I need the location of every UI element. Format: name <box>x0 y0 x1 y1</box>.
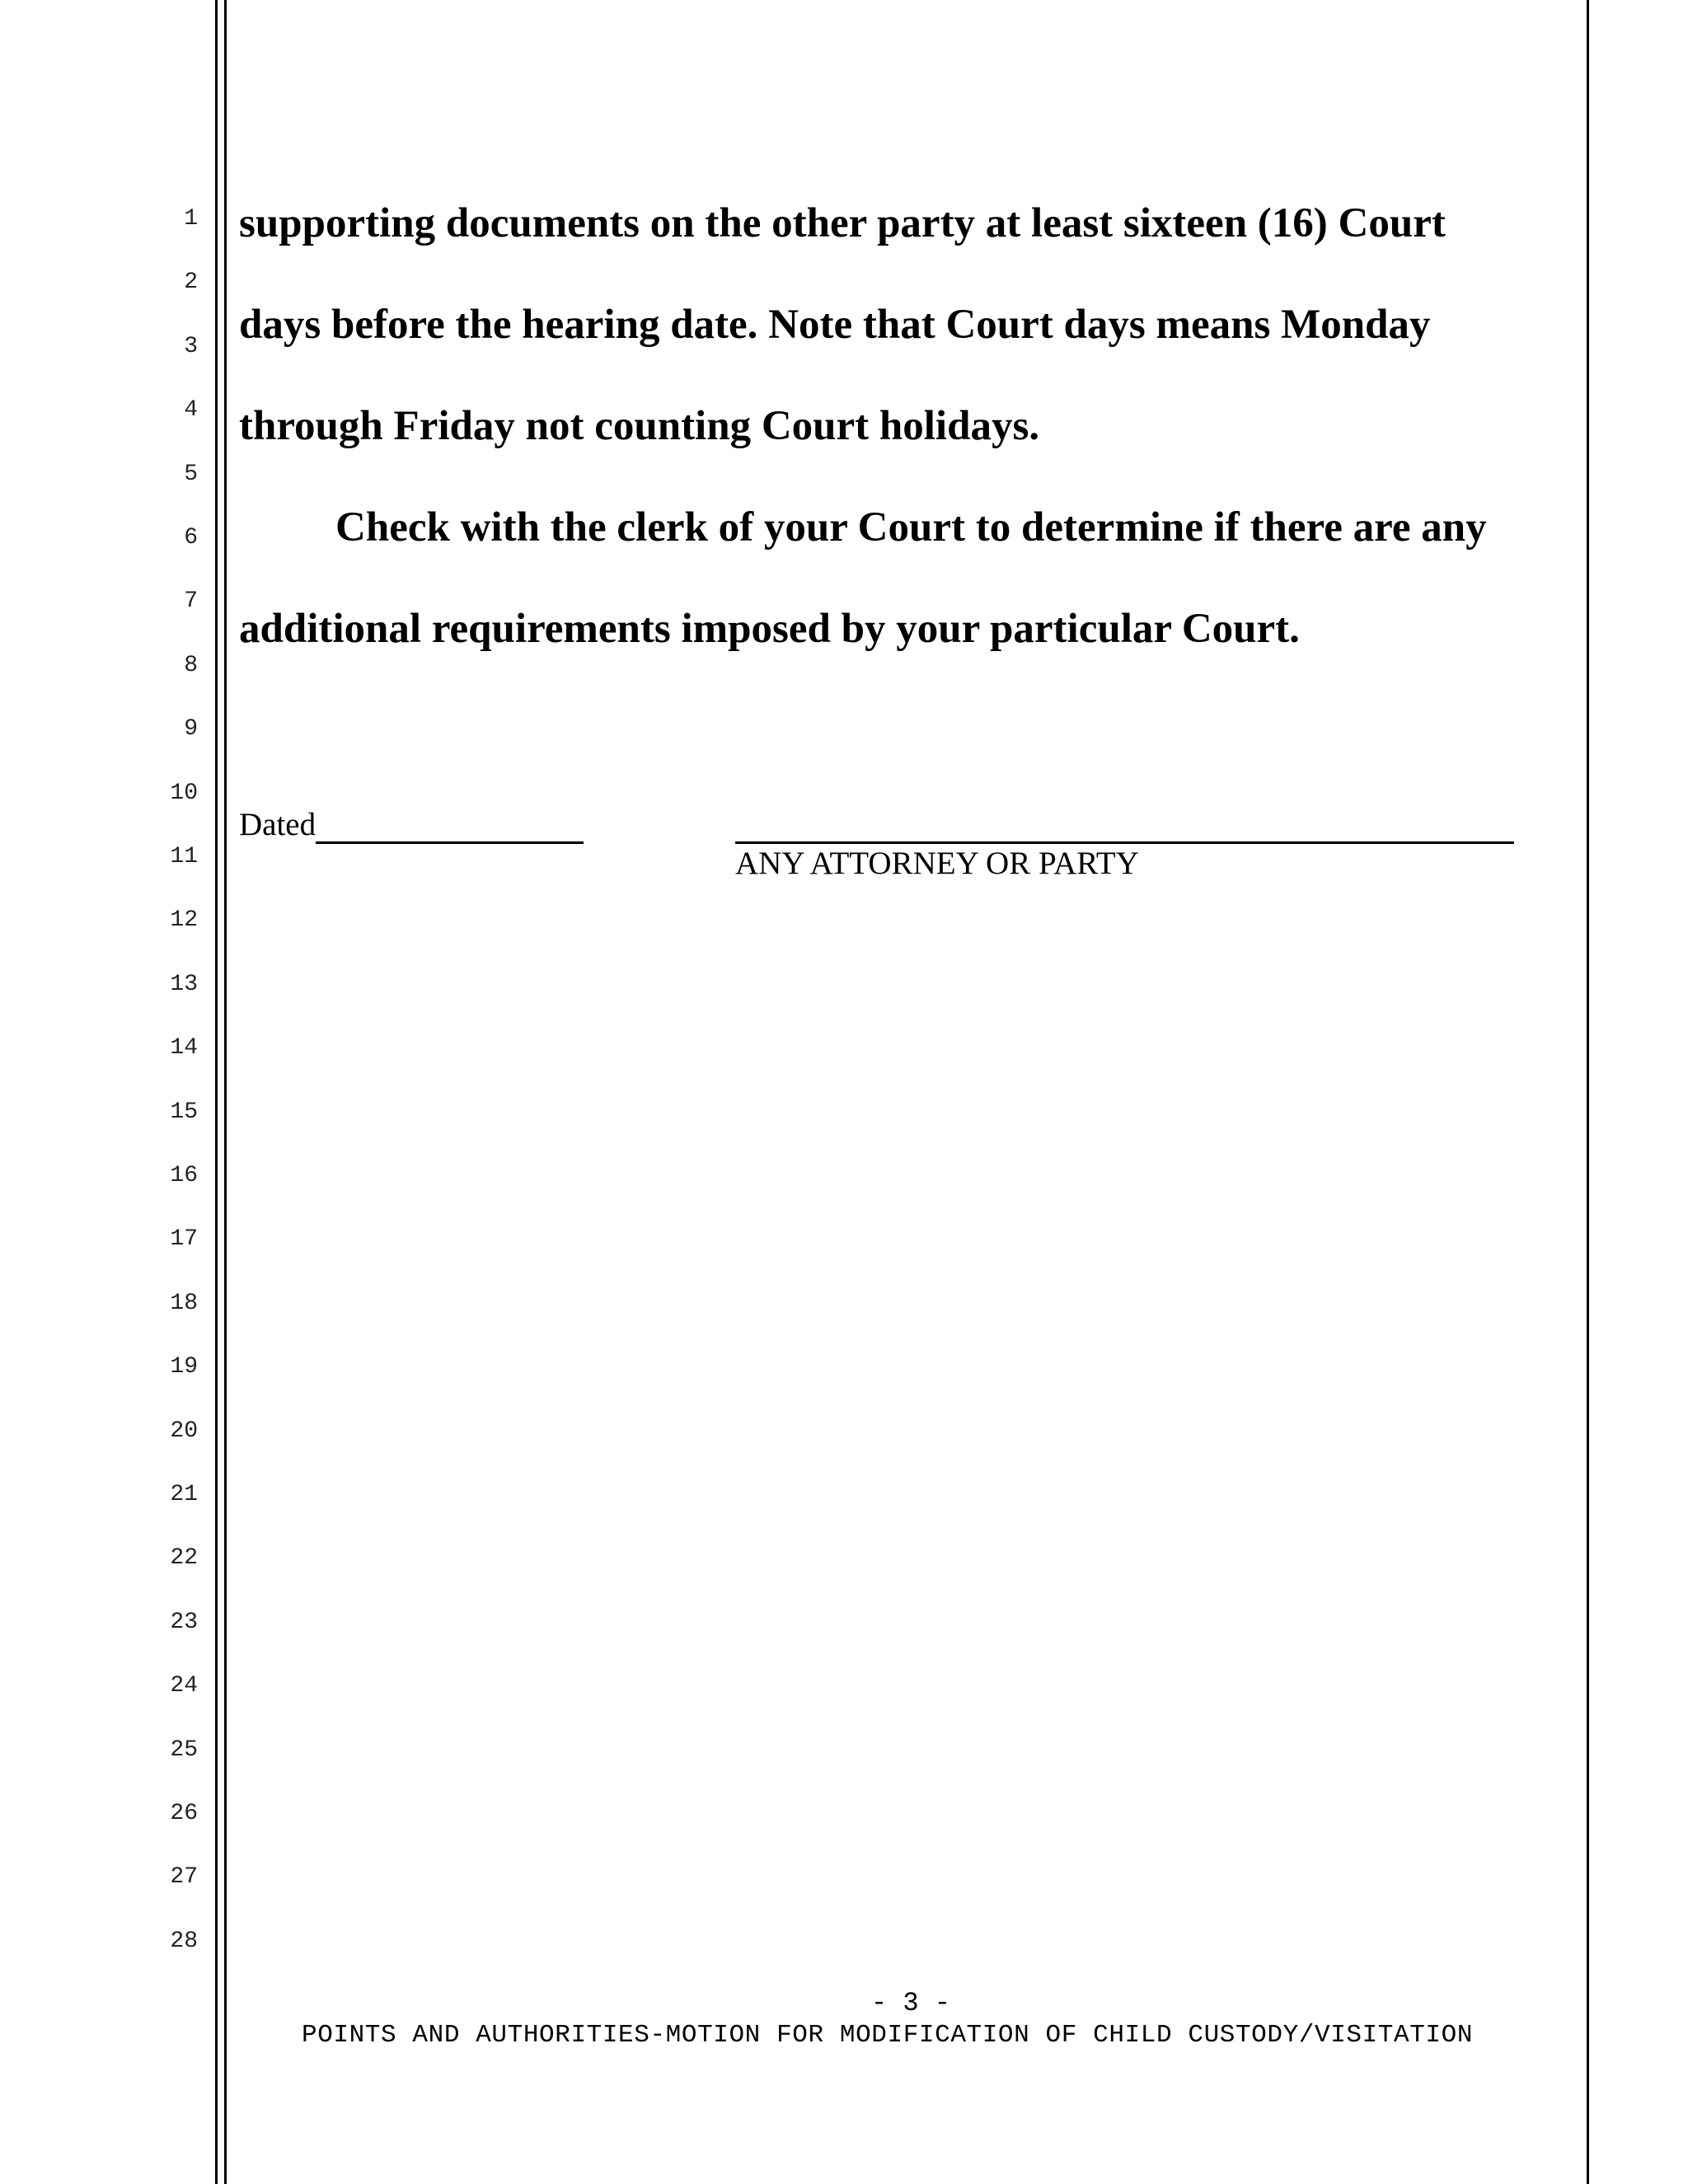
line-number: 18 <box>170 1290 198 1316</box>
line-number: 9 <box>184 716 198 743</box>
line-number: 5 <box>184 461 198 487</box>
line-number: 20 <box>170 1418 198 1444</box>
right-margin-rule <box>1587 0 1589 2184</box>
page-number: - 3 - <box>870 1988 950 2018</box>
body-line-1: supporting documents on the other party at least sixteen (16) Court <box>239 200 1446 246</box>
line-number: 13 <box>170 971 198 997</box>
body-line-4: Check with the clerk of your Court to determine if there are any <box>335 504 1487 551</box>
line-number: 23 <box>170 1609 198 1635</box>
line-numbers-column <box>124 0 198 2019</box>
dated-blank-line <box>316 841 584 844</box>
line-number: 15 <box>170 1099 198 1125</box>
line-number: 1 <box>184 206 198 232</box>
line-number: 16 <box>170 1163 198 1188</box>
left-margin-rule-inner <box>224 0 227 2184</box>
line-number: 11 <box>170 844 198 869</box>
line-number: 4 <box>184 397 198 424</box>
body-line-3: through Friday not counting Court holidays. <box>239 403 1040 449</box>
line-number: 3 <box>184 333 198 359</box>
line-number: 25 <box>170 1736 198 1763</box>
line-number: 8 <box>184 652 198 678</box>
line-number: 6 <box>184 525 198 551</box>
line-number: 21 <box>170 1482 198 1507</box>
footer-title: POINTS AND AUTHORITIES-MOTION FOR MODIFICATION OF CHILD CUSTODY/VISITATION <box>302 2021 1474 2050</box>
line-number: 19 <box>170 1354 198 1380</box>
signature-line <box>735 841 1514 844</box>
line-number: 22 <box>170 1545 198 1572</box>
line-number: 12 <box>170 907 198 934</box>
line-number: 24 <box>170 1673 198 1699</box>
line-number: 7 <box>184 588 198 615</box>
signature-caption: ANY ATTORNEY OR PARTY <box>735 846 1139 881</box>
body-line-5: additional requirements imposed by your particular Court. <box>239 606 1300 652</box>
line-number: 17 <box>170 1226 198 1253</box>
line-number: 2 <box>184 269 198 296</box>
body-line-2: days before the hearing date. Note that Court days means Monday <box>239 302 1431 348</box>
line-number: 27 <box>170 1864 198 1891</box>
dated-label: Dated <box>239 807 316 842</box>
line-number: 14 <box>170 1035 198 1062</box>
left-margin-rule-outer <box>215 0 218 2184</box>
line-number: 28 <box>170 1928 198 1954</box>
line-number: 10 <box>170 780 198 806</box>
line-number: 26 <box>170 1801 198 1826</box>
